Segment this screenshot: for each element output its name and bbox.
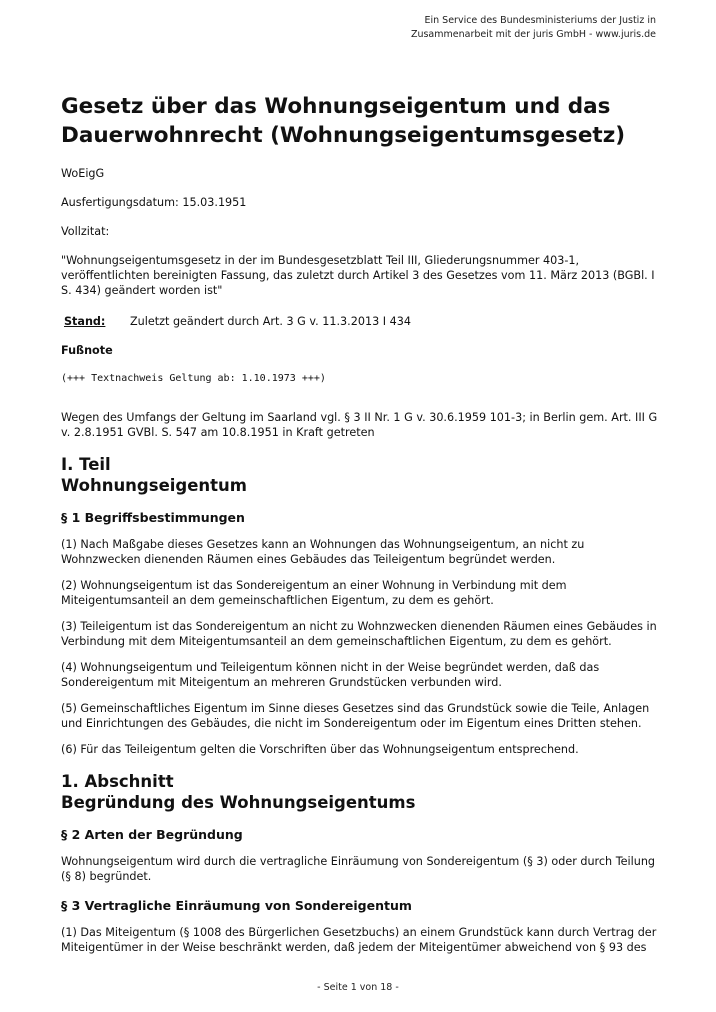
section-3-text: (1) Das Miteigentum (§ 1008 des Bürgerlichen Gesetzbuchs) an einem Grundstück kann durch Vertrag der Miteigentümer in der Weise beschränkt werden, daß jedem der Miteigentümer abweichend von § 93 des	[61, 926, 657, 954]
citation-text: "Wohnungseigentumsgesetz in der im Bundesgesetzblatt Teil III, Gliederungsnummer 403-1, veröffentlichten bereinigten Fassung, das zuletzt durch Artikel 3 des Gesetzes vom 11. März 2013 (BGBl. I S. 434) geändert worden ist"	[61, 254, 655, 297]
section-1-para: (6) Für das Teileigentum gelten die Vorschriften über das Wohnungseigentum entsprechend.	[61, 743, 579, 756]
section-1-para: (2) Wohnungseigentum ist das Sondereigentum an einer Wohnung in Verbindung mit dem Miteigentumsanteil an dem gemeinschaftlichen Eigentum, zu dem es gehört.	[61, 579, 567, 607]
footnote-mono: (+++ Textnachweis Geltung ab: 1.10.1973 +++)	[61, 373, 326, 384]
chapter-line1: 1. Abschnitt	[61, 772, 174, 791]
execution-date: Ausfertigungsdatum: 15.03.1951	[61, 196, 247, 209]
stand-label: Stand:	[64, 315, 106, 328]
part-heading	[61, 454, 661, 496]
service-note-line1: Ein Service des Bundesministeriums der Justiz in	[424, 15, 656, 26]
section-1-para: (4) Wohnungseigentum und Teileigentum können nicht in der Weise begründet werden, daß das Sondereigentum mit Miteigentum an mehreren Grundstücken verbunden wird.	[61, 661, 600, 689]
footnote-heading: Fußnote	[61, 344, 113, 357]
section-2-heading: § 2 Arten der Begründung	[61, 827, 243, 842]
section-1-heading: § 1 Begriffsbestimmungen	[61, 510, 245, 525]
chapter-line2: Begründung des Wohnungseigentums	[61, 793, 416, 812]
part-line1: I. Teil	[61, 455, 111, 474]
section-1-para: (3) Teileigentum ist das Sondereigentum an nicht zu Wohnzwecken dienenden Räumen eines Gebäudes in Verbindung mit dem Miteigentumsanteil an dem gemeinschaftlichen Eigentum, zu dem es gehört.	[61, 620, 657, 648]
document-body	[61, 92, 661, 955]
section-2-text: Wohnungseigentum wird durch die vertragliche Einräumung von Sondereigentum (§ 3) oder durch Teilung (§ 8) begründet.	[61, 855, 656, 883]
service-note-line2: Zusammenarbeit mit der juris GmbH - www.juris.de	[410, 29, 656, 40]
section-1-para: (1) Nach Maßgabe dieses Gesetzes kann an Wohnungen das Wohnungseigentum, an nicht zu Wohnzwecken dienenden Räumen eines Gebäudes das Teileigentum begründet werden.	[61, 538, 585, 566]
chapter-heading	[61, 771, 661, 813]
law-abbreviation: WoEigG	[61, 167, 105, 180]
stand-row	[61, 314, 661, 329]
title-line1: Gesetz über das Wohnungseigentum und das	[61, 94, 611, 119]
section-3-heading: § 3 Vertragliche Einräumung von Sondereigentum	[61, 898, 412, 913]
document-title	[61, 92, 661, 150]
footnote-text: Wegen des Umfangs der Geltung im Saarland vgl. § 3 II Nr. 1 G v. 30.6.1959 101-3; in Berlin gem. Art. III G v. 2.8.1951 GVBl. S. 547 am 10.8.1951 in Kraft getreten	[61, 411, 658, 439]
service-note	[356, 14, 656, 42]
section-1-para: (5) Gemeinschaftliches Eigentum im Sinne dieses Gesetzes sind das Grundstück sowie die Teile, Anlagen und Einrichtungen des Gebäudes, die nicht im Sondereigentum oder im Eigentum eines Dritten stehen.	[61, 702, 650, 730]
citation-label: Vollzitat:	[61, 225, 110, 238]
page-number: - Seite 1 von 18 -	[317, 982, 399, 993]
title-line2: Dauerwohnrecht (Wohnungseigentumsgesetz)	[61, 123, 626, 148]
part-line2: Wohnungseigentum	[61, 476, 247, 495]
stand-text: Zuletzt geändert durch Art. 3 G v. 11.3.2013 I 434	[130, 315, 411, 328]
